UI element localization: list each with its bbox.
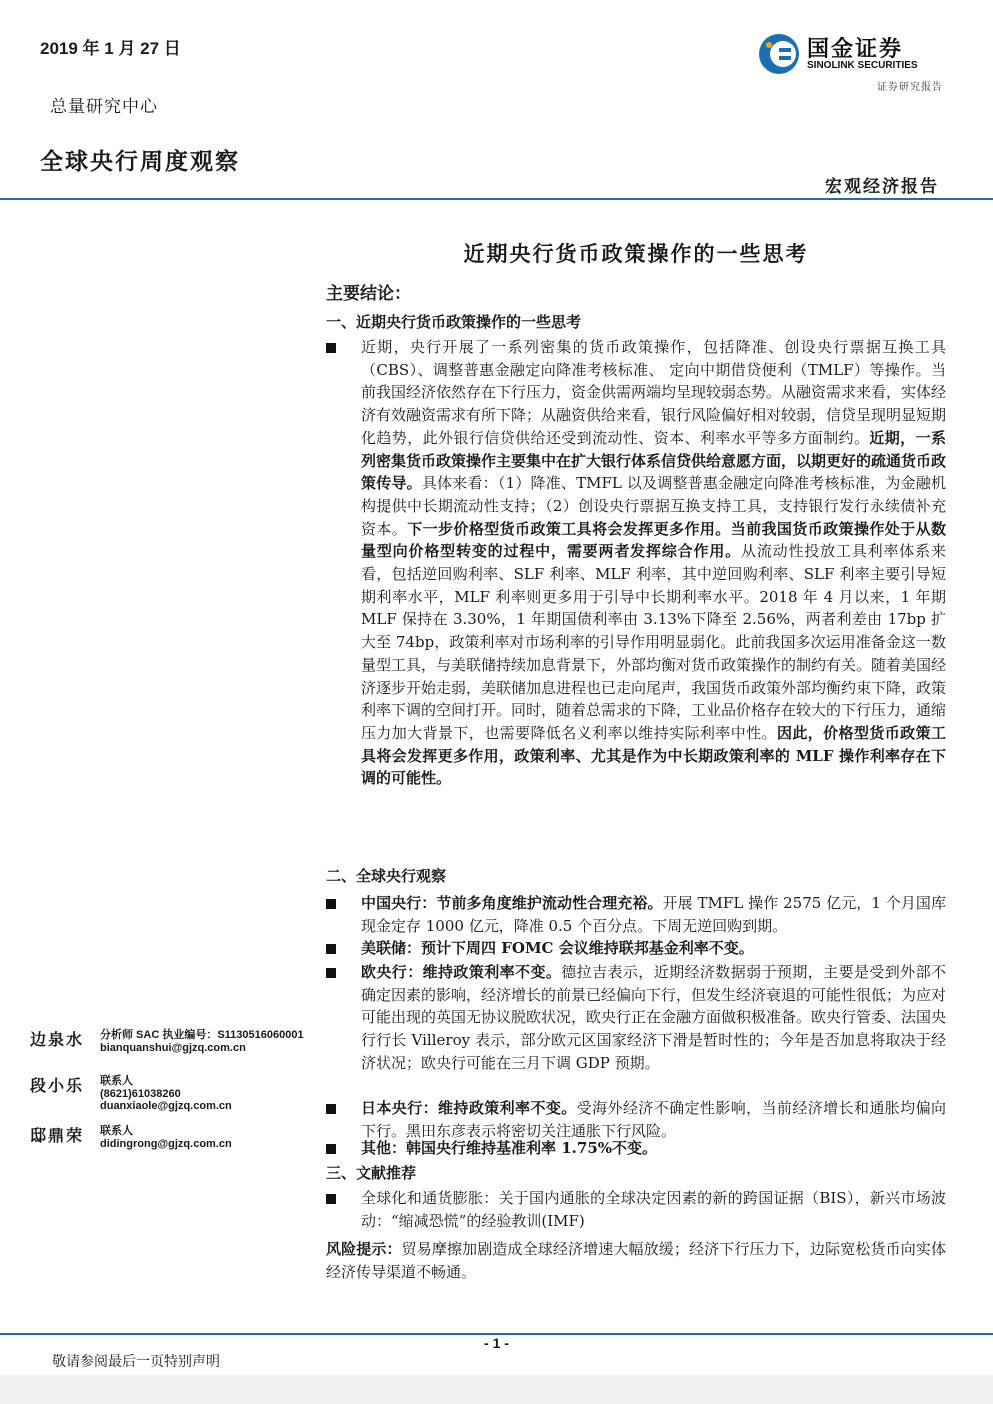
risk-warning: 风险提示：贸易摩擦加剧造成全球经济增速大幅放缓；经济下行压力下，边际宽松货币向实体经济传导渠道不畅通。 [326,1240,946,1281]
disclaimer-text: 敬请参阅最后一页特别声明 [52,1354,220,1370]
series-title: 全球央行周度观察 [40,148,240,175]
bullet-item-fed: 美联储：预计下周四 FOMC 会议维持联邦基金利率不变。 [326,937,946,960]
bullet-item-boj: 日本央行：维持政策利率不变。受海外经济不确定性影响，当前经济增长和通胀均偏向下行。黑田东彦表示将密切关注通胀下行风险。 [326,1097,946,1142]
bullet-marker [326,1104,336,1114]
analyst-title: 联系人 [100,1125,133,1137]
report-type: 宏观经济报告 [825,177,939,197]
bullet-marker [326,899,336,909]
main-conclusions-heading: 主要结论： [326,284,411,304]
analyst-title: 分析师 SAC 执业编号：S1130516060001 [100,1029,304,1041]
sinolink-logo-icon [757,32,801,76]
section-heading-3: 三、文献推荐 [326,1164,417,1182]
report-title: 近期央行货币政策操作的一些思考 [463,241,809,266]
logo-name-en: SINOLINK SECURITIES [807,60,918,71]
bullet-marker [326,968,336,978]
bullet-text: 近期，央行开展了一系列密集的货币政策操作，包括降准、创设央行票据互换工具（CBS）、调整普惠金融定向降准考核标准、 定向中期借贷便利（TMLF）等操作。当前我国经济依然存在下行压力，资金供需两端均呈现较弱态势。从融资需求来看，实体经济有效融资需求有所下降；从融资供给来看，银行风险偏好相对较弱，信贷呈现明显短期化趋势，此外银行信贷供给还受到流动性、资本、利率水平等多方面制约。近期，一系列密集货币政策操作主要集中在扩大银行体系信贷供给意愿方面，以期更好的疏通货币政策传导。具体来看：（1）降准、TMFL 以及调整普惠金融定向降准考核标准，为金融机构提供中长期流动性支持；（2）创设央行票据互换支持工具，支持银行发行永续债补充资本。下一步价格型货币政策工具将会发挥更多作用。当前我国货币政策操作处于从数量型向价格型转变的过程中，需要两者发挥综合作用。从流动性投放工具利率体系来看，包括逆回购利率、SLF 利率、MLF 利率，其中逆回购利率、SLF 利率主要引导短期利率水平，MLF 利率则更多用于引导中长期利率水平。2018 年 4 月以来，1 年期 MLF 保持在 3.30%，1 年期国债利率由 3.13%下降至 2.56%，两者利差由 17bp 扩大至 74bp，政策利率对市场利率的引导作用明显弱化。此前我国多次运用准备金这一数量型工具，与美联储持续加息背景下，外部均衡对货币政策操作的制约有关。随着美国经济逐步开始走弱，美联储加息进程也已走向尾声，我国货币政策外部均衡约束下降，政策利率下调的空间打开。同时，随着总需求的下降，工业品价格存在较大的下行压力，通缩压力加大背景下，也需要降低名义利率以维持实际利率中性。因此，价格型货币政策工具将会发挥更多作用，政策利率、尤其是作为中长期政策利率的 MLF 操作利率存在下调的可能性。 [361,338,947,788]
company-logo [757,32,947,78]
bullet-marker [326,1194,336,1204]
logo-subtitle: 证券研究报告 [877,82,943,93]
page-number: - 1 - [484,1335,509,1351]
section-heading-2: 二、全球央行观察 [326,867,447,885]
bullet-item-other: 其他：韩国央行维持基准利率 1.75%不变。 [326,1137,946,1160]
section-heading-1: 一、近期央行货币政策操作的一些思考 [326,313,582,331]
bullet-item-ecb: 欧央行：维持政策利率不变。德拉吉表示，近期经济数据弱于预期，主要是受到外部不确定因素的影响，经济增长的前景已经偏向下行，但发生经济衰退的可能性很低；为应对可能出现的英国无协议脱欧状况，欧央行正在金融方面做积极准备。欧央行管委、法国央行行长 Villeroy 表示，部分欧元区国家经济下滑是暂时性的；今年是否加息将取决于经济状况；欧央行可能在三月下调 GDP 预期。 [326,961,946,1075]
bullet-item [326,336,946,790]
bullet-marker [326,1144,336,1154]
analyst-name: 边泉水 [30,1030,85,1049]
analyst-email: bianquanshui@gjzq.com.cn [100,1041,246,1054]
logo-name-cn: 国金证券 [807,36,904,61]
analyst-email: duanxiaole@gjzq.com.cn [100,1100,232,1112]
analyst-name: 段小乐 [30,1076,85,1095]
analyst-email: didingrong@gjzq.com.cn [100,1137,232,1150]
department-name: 总量研究中心 [50,97,158,117]
bullet-marker [326,343,336,353]
footer-bar [0,1375,993,1404]
header-divider [0,198,993,200]
analyst-phone: (8621)61038260 [100,1087,181,1100]
report-date: 2019 年 1 月 27 日 [40,39,181,58]
bullet-marker [326,944,336,954]
bullet-item-china: 中国央行：节前多角度维护流动性合理充裕。开展 TMFL 操作 2575 亿元，1 个月国库现金定存 1000 亿元，降准 0.5 个百分点。下周无逆回购到期。 [326,892,946,937]
analyst-title: 联系人 [100,1075,133,1087]
analyst-name: 邸鼎荣 [30,1126,85,1145]
bullet-item-literature: 全球化和通货膨胀：关于国内通胀的全球决定因素的新的跨国证据（BIS），新兴市场波动：“缩减恐慌”的经验教训(IMF) [326,1187,946,1232]
